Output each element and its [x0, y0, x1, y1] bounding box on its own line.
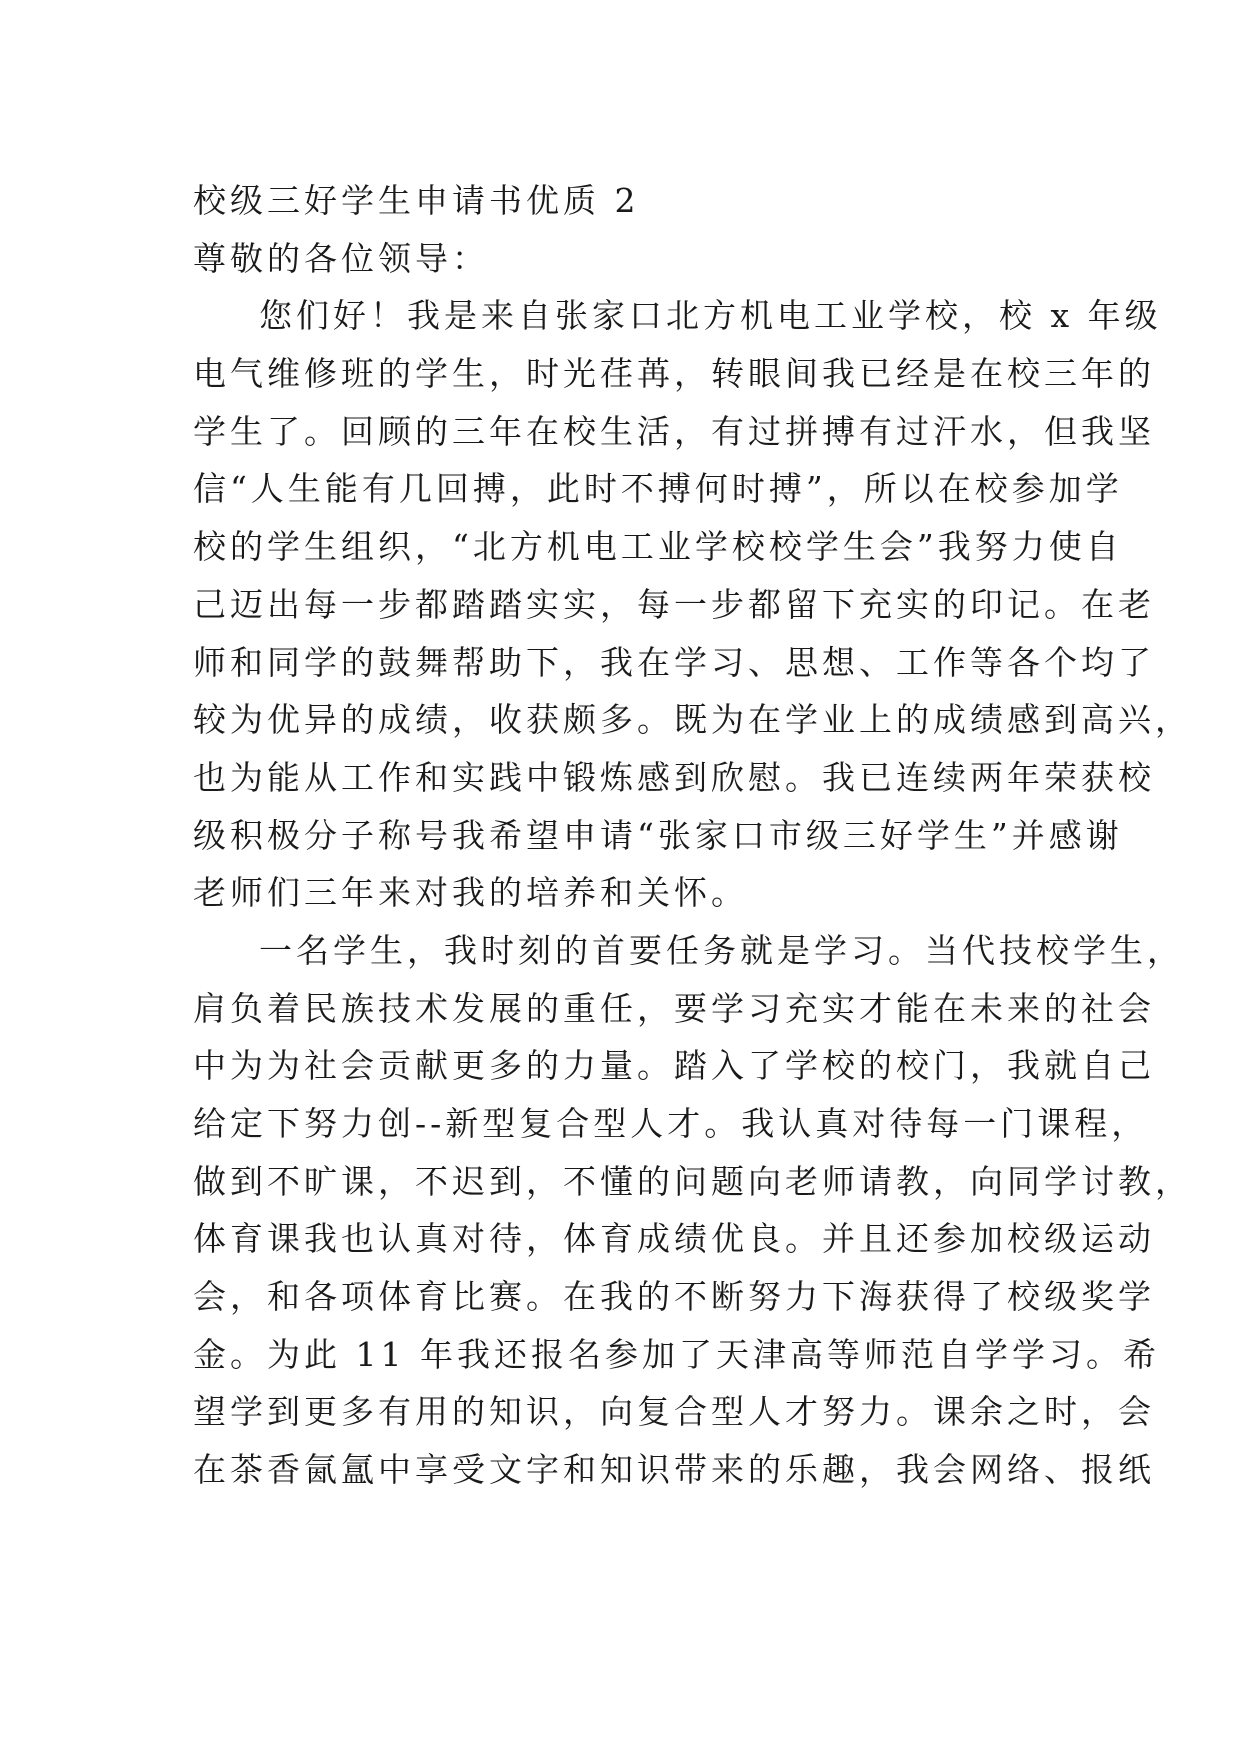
document-title: 校级三好学生申请书优质 2: [193, 181, 640, 220]
paragraph-line: 肩负着民族技术发展的重任，要学习充实才能在未来的社会: [193, 988, 1155, 1028]
paragraph-line: 中为为社会贡献更多的力量。踏入了学校的校门，我就自己: [193, 1046, 1155, 1086]
paragraph-line: 您们好！我是来自张家口北方机电工业学校，校 x 年级: [259, 296, 1162, 336]
paragraph-line: 望学到更多有用的知识，向复合型人才努力。课余之时，会: [193, 1392, 1155, 1432]
paragraph-line: 也为能从工作和实践中锻炼感到欣慰。我已连续两年荣获校: [193, 757, 1155, 797]
paragraph-1: [193, 287, 1192, 922]
paragraph-line: 在茶香氤氲中享受文字和知识带来的乐趣，我会网络、报纸: [193, 1450, 1155, 1490]
paragraph-line: 学生了。回顾的三年在校生活，有过拼搏有过汗水，但我坚: [193, 411, 1155, 451]
paragraph-line: 老师们三年来对我的培养和关怀。: [193, 873, 748, 913]
paragraph-line: 体育课我也认真对待，体育成绩优良。并且还参加校级运动: [193, 1219, 1155, 1259]
salutation: 尊敬的各位领导：: [193, 238, 489, 278]
paragraph-line: 做到不旷课，不迟到，不懂的问题向老师请教，向同学讨教，: [193, 1161, 1192, 1201]
paragraph-line: 师和同学的鼓舞帮助下，我在学习、思想、工作等各个均了: [193, 642, 1155, 682]
paragraph-line: 信“人生能有几回搏，此时不搏何时搏”，所以在校参加学: [193, 469, 1123, 509]
paragraph-line: 校的学生组织，“北方机电工业学校校学生会”我努力使自: [193, 527, 1123, 567]
paragraph-line: 己迈出每一步都踏踏实实，每一步都留下充实的印记。在老: [193, 584, 1155, 624]
paragraph-line: 较为优异的成绩，收获颇多。既为在学业上的成绩感到高兴，: [193, 700, 1192, 740]
paragraph-line: 金。为此 11 年我还报名参加了天津高等师范自学学习。希: [193, 1334, 1160, 1374]
paragraph-line: 给定下努力创--新型复合型人才。我认真对待每一门课程，: [193, 1104, 1149, 1143]
paragraph-2: [193, 922, 1192, 1499]
paragraph-line: 会，和各项体育比赛。在我的不断努力下海获得了校级奖学: [193, 1277, 1155, 1317]
paragraph-line: 电气维修班的学生，时光荏苒，转眼间我已经是在校三年的: [193, 354, 1155, 394]
document-body: [193, 172, 1192, 1499]
paragraph-line: 级积极分子称号我希望申请“张家口市级三好学生”并感谢: [193, 815, 1123, 855]
paragraph-line: 一名学生，我时刻的首要任务就是学习。当代技校学生，: [259, 930, 1184, 970]
